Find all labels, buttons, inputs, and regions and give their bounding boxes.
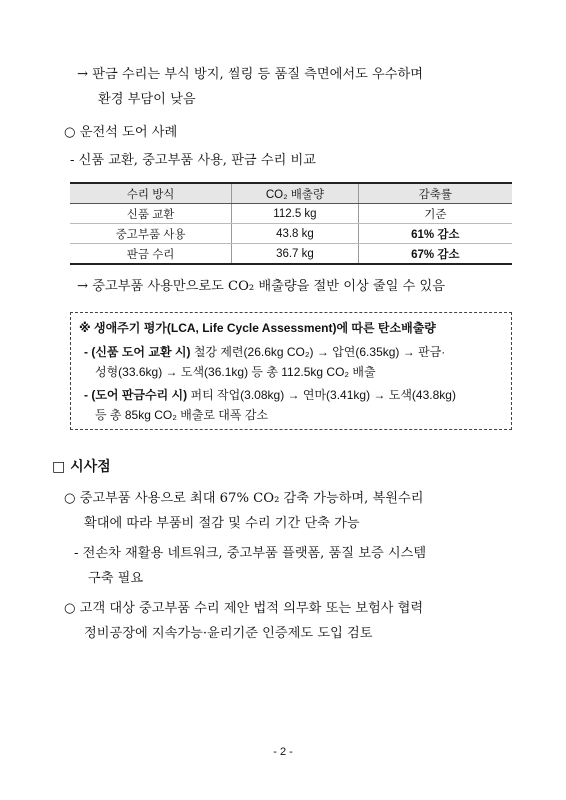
- lca-item-2-text: 퍼티 작업(3.08kg) → 연마(3.41kg) → 도색(43.8kg): [187, 388, 456, 402]
- intro-arrow-line-2: 환경 부담이 낮음: [98, 92, 196, 107]
- case-heading: ○ 운전석 도어 사례: [64, 125, 178, 140]
- table-cell: 36.7 kg: [232, 244, 358, 265]
- lca-item-1-line-2: 성형(33.6kg) → 도색(36.1kg) 등 총 112.5kg CO₂ 배출: [95, 365, 376, 379]
- case-subheading: - 신품 교환, 중고부품 사용, 판금 수리 비교: [70, 153, 317, 168]
- conclusion-line: → 중고부품 사용만으로도 CO₂ 배출량을 절반 이상 줄일 수 있음: [77, 279, 445, 294]
- implication-dash-1-line-1: - 전손차 재활용 네트워크, 중고부품 플랫폼, 품질 보증 시스템: [74, 546, 427, 561]
- table-header-row: [70, 183, 512, 204]
- co2-comparison-table: [70, 182, 512, 265]
- table-cell: 112.5 kg: [232, 204, 358, 224]
- implication-bullet-1-line-1: ○ 중고부품 사용으로 최대 67% CO₂ 감축 가능하며, 복원수리: [64, 491, 424, 506]
- implication-bullet-2-line-1: ○ 고객 대상 중고부품 수리 제안 법적 의무화 또는 보험사 협력: [64, 601, 424, 616]
- lca-item-1-text: 철강 제련(26.6kg CO₂) → 압연(6.35kg) → 판금·: [190, 345, 446, 359]
- table-cell: 신품 교환: [70, 204, 232, 224]
- table-row: [70, 204, 512, 224]
- table-cell: 43.8 kg: [232, 224, 358, 244]
- table-cell: 61% 감소: [358, 224, 512, 244]
- table-row: [70, 244, 512, 265]
- lca-note-title: ※ 생애주기 평가(LCA, Life Cycle Assessment)에 따른 탄소배출량: [79, 321, 436, 335]
- table-header-cell: CO₂ 배출량: [232, 183, 358, 204]
- lca-item-2-line-2: 등 총 85kg CO₂ 배출로 대폭 감소: [95, 408, 269, 422]
- table-cell: 중고부품 사용: [70, 224, 232, 244]
- page-number: - 2 -: [273, 746, 293, 758]
- table-row: [70, 224, 512, 244]
- implication-bullet-2-line-2: 정비공장에 지속가능·윤리기준 인증제도 도입 검토: [84, 626, 373, 641]
- implication-bullet-1-line-2: 확대에 따라 부품비 절감 및 수리 기간 단축 가능: [84, 516, 360, 531]
- lca-note-box: [70, 312, 512, 430]
- implication-dash-1-line-2: 구축 필요: [88, 571, 144, 586]
- lca-item-2-line-1: [84, 387, 456, 403]
- lca-item-1-label: - (신품 도어 교환 시): [84, 345, 191, 359]
- lca-item-1-line-1: [84, 344, 445, 360]
- table-header-cell: 감축률: [358, 183, 512, 204]
- table-cell: 67% 감소: [358, 244, 512, 265]
- table-header-cell: 수리 방식: [70, 183, 232, 204]
- intro-arrow-line-1: → 판금 수리는 부식 방지, 씰링 등 품질 측면에서도 우수하며: [77, 67, 423, 82]
- table-cell: 기준: [358, 204, 512, 224]
- table-cell: 판금 수리: [70, 244, 232, 265]
- implications-heading: □ 시사점: [52, 459, 111, 475]
- lca-item-2-label: - (도어 판금수리 시): [84, 388, 188, 402]
